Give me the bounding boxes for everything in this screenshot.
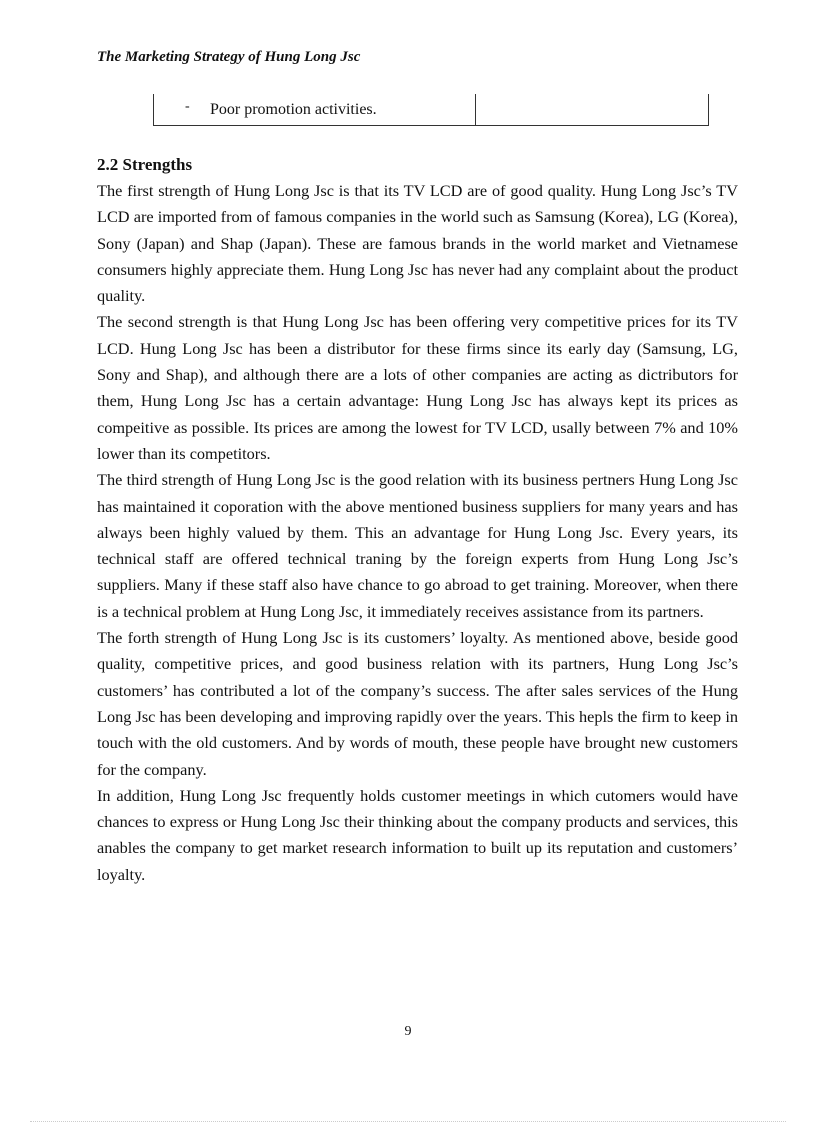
paragraph-1: The first strength of Hung Long Jsc is that its TV LCD are of good quality. Hung Long Jsc’s TV LCD are imported from of famous companies in the world such as Samsung (Korea), LG (Korea), Sony (Japan) and Shap (Japan). These are famous brands in the world market and Vietnamese consumers highly appreciate them. Hung Long Jsc has never had any complaint about the product quality. bbox=[97, 181, 738, 306]
table-column-divider bbox=[475, 94, 476, 125]
paragraph-5: In addition, Hung Long Jsc frequently holds customer meetings in which cutomers would have chances to express or Hung Long Jsc their thinking about the company products and services, this anables the company to get market research information to built up its reputation and customers’ loyalty. bbox=[97, 785, 738, 884]
page-bottom-edge bbox=[30, 1121, 786, 1122]
section-heading: 2.2 Strengths bbox=[97, 155, 193, 174]
table-cell-text: Poor promotion activities. bbox=[210, 101, 377, 118]
bullet-dash: - bbox=[185, 99, 190, 114]
running-header: The Marketing Strategy of Hung Long Jsc bbox=[97, 49, 361, 65]
paragraph-2: The second strength is that Hung Long Jsc has been offering very competitive prices for its TV LCD. Hung Long Jsc has been a distributor for these firms since its early day (Samsung, LG, Sony and Shap), and although there are a lots of other companies are acting as dictributors for them, Hung Long Jsc has a certain advantage: Hung Long Jsc has always kept its prices as compeitive as possible. Its prices are among the lowest for TV LCD, usally between 7% and 10% lower than its competitors. bbox=[97, 312, 738, 463]
body-text bbox=[97, 178, 738, 888]
table-fragment bbox=[153, 94, 709, 126]
page-number: 9 bbox=[404, 1024, 412, 1039]
paragraph-3: The third strength of Hung Long Jsc is the good relation with its business pertners Hung Long Jsc has maintained it coporation with the above mentioned business suppliers for many years and has always been highly valued by them. This an advantage for Hung Long Jsc. Every years, its technical staff are offered technical traning by the foreign experts from Hung Long Jsc’s suppliers. Many if these staff also have chance to go abroad to get training. Moreover, when there is a technical problem at Hung Long Jsc, it immediately receives assistance from its partners. bbox=[97, 470, 738, 621]
paragraph-4: The forth strength of Hung Long Jsc is its customers’ loyalty. As mentioned above, beside good quality, competitive prices, and good business relation with its partners, Hung Long Jsc’s customers’ has contributed a lot of the company’s success. The after sales services of the Hung Long Jsc has been developing and improving rapidly over the years. This hepls the firm to keep in touch with the old customers. And by words of mouth, these people have brought new customers for the company. bbox=[97, 628, 738, 779]
